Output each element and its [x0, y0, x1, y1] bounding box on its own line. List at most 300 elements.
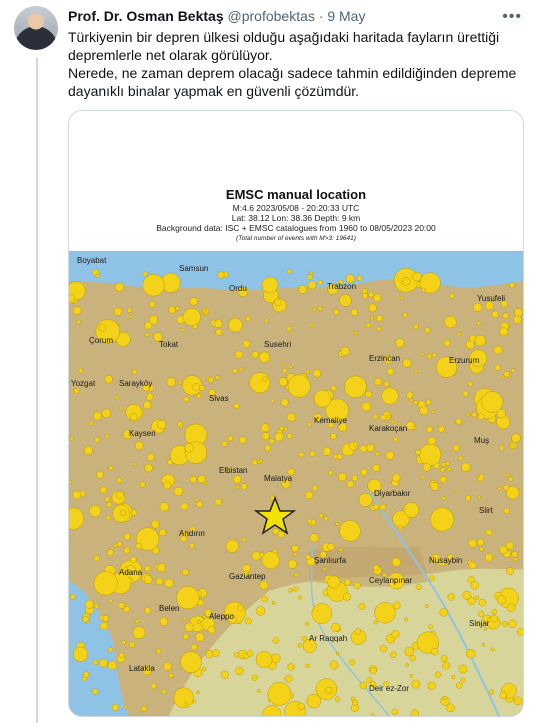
- earthquake-dot: [310, 323, 314, 327]
- earthquake-dot: [368, 304, 376, 312]
- earthquake-dot: [333, 454, 338, 459]
- earthquake-dot: [146, 393, 153, 400]
- earthquake-dot: [117, 541, 122, 546]
- earthquake-dot: [469, 562, 476, 569]
- earthquake-dot: [318, 280, 323, 285]
- earthquake-dot: [243, 340, 250, 347]
- earthquake-dot: [373, 414, 378, 419]
- earthquake-dot: [263, 377, 268, 382]
- earthquake-dot: [428, 682, 436, 690]
- earthquake-dot: [192, 700, 195, 703]
- earthquake-dot: [373, 504, 379, 510]
- tweet-header: [68, 8, 365, 24]
- earthquake-dot: [252, 460, 257, 465]
- earthquake-dot: [77, 320, 81, 324]
- earthquake-dot: [145, 464, 153, 472]
- earthquake-dot: [477, 322, 481, 326]
- earthquake-dot: [197, 394, 201, 398]
- earthquake-dot: [323, 567, 326, 570]
- earthquake-dot: [353, 442, 357, 446]
- earthquake-dot: [478, 611, 483, 616]
- earthquake-dot: [324, 516, 328, 520]
- earthquake-dot: [127, 308, 132, 313]
- earthquake-dot: [178, 381, 182, 385]
- earthquake-dot: [283, 369, 287, 373]
- earthquake-dot: [410, 398, 413, 401]
- earthquake-dot: [441, 655, 447, 661]
- earthquake-dot: [262, 432, 269, 439]
- city-label: Trabzon: [327, 282, 357, 291]
- earthquake-dot: [106, 516, 110, 520]
- earthquake-dot: [279, 426, 283, 430]
- earthquake-dot: [250, 373, 270, 393]
- earthquake-dot: [156, 649, 161, 654]
- earthquake-dot: [99, 325, 106, 332]
- earthquake-dot: [190, 476, 196, 482]
- earthquake-dot: [510, 443, 514, 447]
- city-label: Belen: [159, 604, 180, 613]
- earthquake-dot: [203, 310, 207, 314]
- earthquake-dot: [133, 627, 145, 639]
- earthquake-dot: [97, 471, 104, 478]
- earthquake-dot: [461, 463, 470, 472]
- earthquake-dot: [503, 313, 509, 319]
- earthquake-dot: [431, 410, 434, 413]
- earthquake-dot: [387, 368, 394, 375]
- earthquake-dot: [428, 437, 436, 445]
- earthquake-dot: [369, 292, 374, 297]
- earthquake-dot: [234, 653, 239, 658]
- earthquake-dot: [404, 502, 419, 517]
- earthquake-dot: [298, 596, 301, 599]
- earthquake-dot: [398, 526, 402, 530]
- earthquake-dot: [107, 550, 113, 556]
- earthquake-dot: [87, 621, 90, 624]
- earthquake-dot: [361, 469, 368, 476]
- earthquake-dot: [392, 709, 398, 715]
- earthquake-dot: [310, 534, 319, 543]
- earthquake-dot: [252, 552, 261, 561]
- earthquake-dot: [182, 329, 185, 332]
- earthquake-dot: [140, 482, 145, 487]
- earthquake-dot: [381, 415, 386, 420]
- earthquake-dot: [456, 419, 462, 425]
- earthquake-dot: [448, 467, 452, 471]
- earthquake-dot: [330, 433, 336, 439]
- earthquake-dot: [367, 677, 372, 682]
- city-label: Malatya: [264, 474, 293, 483]
- earthquake-dot: [191, 644, 197, 650]
- earthquake-dot: [118, 602, 124, 608]
- earthquake-dot: [394, 437, 398, 441]
- earthquake-dot: [257, 690, 260, 693]
- earthquake-dot: [312, 604, 332, 624]
- earthquake-dot: [190, 297, 198, 305]
- earthquake-dot: [453, 445, 459, 451]
- earthquake-dot: [288, 664, 295, 671]
- city-label: Yusufeli: [477, 294, 506, 303]
- earthquake-dot: [306, 555, 311, 560]
- earthquake-dot: [450, 294, 455, 299]
- earthquake-dot: [167, 378, 176, 387]
- city-label: Karakoçan: [369, 424, 408, 433]
- map-header: [69, 111, 523, 251]
- earthquake-dot: [509, 477, 513, 481]
- earthquake-dot: [239, 437, 246, 444]
- earthquake-dot: [334, 309, 339, 314]
- earthquake-dot: [421, 352, 424, 355]
- earthquake-dot: [198, 475, 206, 483]
- earthquake-dot: [492, 609, 497, 614]
- earthquake-dot: [183, 617, 186, 620]
- earthquake-dot: [261, 424, 269, 432]
- earthquake-dot: [459, 665, 467, 673]
- earthquake-dot: [362, 402, 371, 411]
- tweet-media-image[interactable]: [68, 110, 524, 717]
- city-label: Sivas: [209, 394, 229, 403]
- earthquake-dot: [236, 485, 239, 488]
- earthquake-dot: [416, 585, 421, 590]
- earthquake-dot: [367, 444, 375, 452]
- earthquake-dot: [84, 446, 93, 455]
- earthquake-dot: [331, 386, 336, 391]
- earthquake-dot: [351, 309, 358, 316]
- earthquake-dot: [341, 347, 350, 356]
- earthquake-dot: [444, 340, 450, 346]
- earthquake-dot: [136, 543, 142, 549]
- earthquake-dot: [275, 299, 282, 306]
- earthquake-dot: [411, 710, 419, 716]
- earthquake-dot: [259, 459, 262, 462]
- city-label: Erzincan: [369, 354, 401, 363]
- earthquake-dot: [124, 533, 131, 540]
- earthquake-dot: [195, 633, 204, 642]
- earthquake-dot: [79, 368, 84, 373]
- earthquake-dot: [247, 650, 253, 656]
- earthquake-dot: [344, 579, 350, 585]
- earthquake-dot: [135, 442, 143, 450]
- earthquake-dot: [90, 505, 101, 516]
- earthquake-dot: [289, 588, 293, 592]
- earthquake-dot: [423, 464, 431, 472]
- earthquake-dot: [328, 543, 335, 550]
- earthquake-dot: [427, 426, 433, 432]
- earthquake-dot: [269, 439, 274, 444]
- earthquake-dot: [354, 582, 360, 588]
- earthquake-dot: [362, 289, 367, 294]
- city-label: Andırın: [179, 529, 205, 538]
- earthquake-dot: [500, 546, 508, 554]
- city-label: Yozgat: [71, 379, 96, 388]
- earthquake-dot: [359, 493, 372, 506]
- earthquake-dot: [323, 447, 331, 455]
- earthquake-dot: [466, 496, 471, 501]
- earthquake-dot: [92, 689, 98, 695]
- earthquake-dot: [511, 434, 520, 443]
- earthquake-dot: [371, 714, 375, 716]
- earthquake-dot: [339, 295, 351, 307]
- earthquake-dot: [285, 675, 292, 682]
- earthquake-dot: [284, 427, 288, 431]
- earthquake-dot: [103, 615, 109, 621]
- earthquake-dot: [375, 603, 396, 624]
- earthquake-dot: [489, 690, 494, 695]
- earthquake-dot: [245, 618, 251, 624]
- earthquake-dot: [228, 318, 242, 332]
- earthquake-dot: [112, 704, 119, 711]
- earthquake-dot: [513, 558, 517, 562]
- earthquake-dot: [435, 672, 441, 678]
- earthquake-dot: [69, 480, 72, 483]
- earthquake-dot: [279, 377, 288, 386]
- earthquake-dot: [130, 414, 137, 421]
- earthquake-dot: [360, 445, 367, 452]
- earthquake-dot: [73, 306, 81, 314]
- earthquake-dot: [305, 492, 312, 499]
- earthquake-dot: [463, 391, 469, 397]
- earthquake-dot: [216, 329, 223, 336]
- earthquake-dot: [406, 392, 413, 399]
- earthquake-dot: [455, 490, 458, 493]
- earthquake-dot: [185, 443, 194, 452]
- earthquake-dot: [252, 351, 259, 358]
- earthquake-dot: [314, 390, 331, 407]
- earthquake-dot: [147, 454, 154, 461]
- earthquake-dot: [288, 375, 310, 397]
- earthquake-dot: [432, 648, 439, 655]
- earthquake-dot: [506, 542, 513, 549]
- tweet-date[interactable]: 9 May: [327, 8, 366, 24]
- earthquake-dot: [107, 502, 112, 507]
- earthquake-dot: [410, 655, 416, 661]
- earthquake-dot: [199, 385, 204, 390]
- earthquake-dot: [272, 601, 275, 604]
- earthquake-dot: [215, 499, 222, 506]
- earthquake-dot: [240, 367, 243, 370]
- earthquake-dot: [131, 510, 137, 516]
- earthquake-dot: [120, 510, 126, 516]
- earthquake-dot: [472, 412, 477, 417]
- earthquake-dot: [335, 522, 338, 525]
- earthquake-dot: [195, 498, 198, 501]
- earthquake-dot: [498, 487, 502, 491]
- earthquake-dot: [208, 626, 215, 633]
- earthquake-dot: [182, 569, 188, 575]
- earthquake-dot: [94, 572, 118, 596]
- earthquake-dot: [440, 476, 447, 483]
- earthquake-dot: [373, 565, 379, 571]
- earthquake-dot: [478, 414, 484, 420]
- earthquake-dot: [506, 486, 519, 499]
- earthquake-dot: [410, 674, 413, 677]
- earthquake-dot: [124, 606, 130, 612]
- city-label: Muş: [474, 436, 490, 445]
- earthquake-dot: [376, 315, 382, 321]
- earthquake-dot: [457, 333, 461, 337]
- earthquake-dot: [461, 678, 466, 683]
- city-label: Şanlıurfa: [314, 556, 347, 565]
- earthquake-dot: [306, 370, 310, 374]
- earthquake-dot: [234, 403, 239, 408]
- earthquake-dot: [306, 664, 310, 668]
- earthquake-dot: [469, 539, 477, 547]
- earthquake-dot: [380, 645, 387, 652]
- earthquake-dot: [174, 487, 183, 496]
- earthquake-dot: [421, 288, 425, 292]
- black-sea: [69, 251, 523, 290]
- earthquake-dot: [262, 552, 279, 569]
- earthquake-dot: [502, 375, 505, 378]
- city-label: Deir ez-Zor: [369, 684, 410, 693]
- earthquake-dot: [477, 539, 484, 546]
- earthquake-dot: [169, 673, 174, 678]
- earthquake-dot: [328, 576, 340, 588]
- earthquake-dot: [429, 576, 434, 581]
- earthquake-dot: [392, 630, 400, 638]
- earthquake-dot: [252, 675, 258, 681]
- earthquake-dot: [241, 484, 247, 490]
- earthquake-dot: [340, 520, 361, 541]
- earthquake-dot: [475, 335, 486, 346]
- city-label: Ar Raqqah: [309, 634, 348, 643]
- earthquake-dot: [494, 346, 502, 354]
- city-label: Erzurum: [449, 356, 480, 365]
- earthquake-dot: [380, 504, 386, 510]
- earthquake-dot: [294, 587, 299, 592]
- earthquake-dot: [218, 272, 225, 279]
- earthquake-dot: [145, 607, 151, 613]
- earthquake-dot: [100, 487, 107, 494]
- earthquake-dot: [390, 652, 396, 658]
- earthquake-dot: [421, 476, 424, 479]
- earthquake-dot: [442, 662, 449, 669]
- earthquake-dot: [89, 422, 93, 426]
- earthquake-dot: [495, 365, 501, 371]
- earthquake-dot: [446, 462, 450, 466]
- earthquake-map: [69, 251, 523, 716]
- earthquake-dot: [108, 661, 117, 670]
- earthquake-dot: [416, 450, 421, 455]
- earthquake-dot: [349, 660, 354, 665]
- earthquake-dot: [221, 671, 229, 679]
- earthquake-dot: [289, 366, 292, 369]
- earthquake-dot: [479, 599, 486, 606]
- earthquake-dot: [313, 369, 321, 377]
- earthquake-dot: [432, 353, 436, 357]
- earthquake-dot: [440, 468, 444, 472]
- more-horizontal-icon[interactable]: •••: [502, 8, 522, 25]
- earthquake-dot: [514, 316, 522, 324]
- earthquake-dot: [121, 640, 125, 644]
- earthquake-dot: [143, 401, 151, 409]
- earthquake-dot: [233, 369, 238, 374]
- earthquake-dot: [93, 412, 101, 420]
- earthquake-dot: [124, 705, 127, 708]
- earthquake-dot: [135, 620, 139, 624]
- earthquake-dot: [339, 548, 343, 552]
- earthquake-dot: [108, 648, 113, 653]
- earthquake-dot: [281, 399, 289, 407]
- earthquake-dot: [373, 464, 380, 471]
- author-name[interactable]: Prof. Dr. Osman Bektaş: [68, 8, 224, 24]
- city-label: Kayseri: [129, 429, 156, 438]
- earthquake-dot: [246, 316, 251, 321]
- tweet-paragraph-1: Türkiyenin bir depren ülkesi olduğu aşağıdaki haritada fayların ürettiği depremlerle net olarak görülüyor.: [68, 29, 500, 63]
- earthquake-dot: [95, 604, 99, 608]
- city-label: Nusaybin: [429, 556, 463, 565]
- earthquake-dot: [396, 339, 405, 348]
- earthquake-dot: [124, 547, 130, 553]
- earthquake-dot: [328, 471, 333, 476]
- earthquake-dot: [428, 625, 432, 629]
- earthquake-dot: [94, 556, 100, 562]
- earthquake-dot: [176, 307, 180, 311]
- earthquake-dot: [226, 540, 239, 553]
- earthquake-dot: [160, 618, 168, 626]
- earthquake-dot: [509, 620, 517, 628]
- earthquake-dot: [451, 675, 455, 679]
- earthquake-dot: [265, 445, 271, 451]
- earthquake-dot: [401, 281, 404, 284]
- earthquake-dot: [491, 648, 495, 652]
- earthquake-dot: [363, 293, 368, 298]
- earthquake-dot: [196, 691, 199, 694]
- earthquake-dot: [497, 409, 506, 418]
- earthquake-dot: [354, 332, 357, 335]
- earthquake-dot: [468, 382, 472, 386]
- earthquake-dot: [287, 326, 292, 331]
- earthquake-dot: [102, 409, 111, 418]
- earthquake-dot: [242, 538, 246, 542]
- map-magnitude-line: M:4.6 2023/05/08 - 20:20:33 UTC: [232, 203, 360, 213]
- earthquake-dot: [448, 594, 455, 601]
- city-label: Boyabat: [77, 256, 107, 265]
- earthquake-dot: [463, 591, 471, 599]
- earthquake-dot: [365, 391, 372, 398]
- earthquake-dot: [403, 359, 412, 368]
- earthquake-dot: [431, 483, 439, 491]
- author-handle[interactable]: @profobektas: [227, 8, 315, 24]
- earthquake-dot: [85, 600, 94, 609]
- earthquake-dot: [445, 316, 457, 328]
- earthquake-dot: [163, 662, 171, 670]
- earthquake-dot: [430, 508, 453, 531]
- earthquake-dot: [466, 649, 475, 658]
- earthquake-dot: [330, 661, 338, 669]
- earthquake-dot: [405, 618, 408, 621]
- earthquake-dot: [144, 575, 152, 583]
- earthquake-dot: [497, 595, 506, 604]
- earthquake-dot: [336, 652, 339, 655]
- earthquake-dot: [405, 663, 408, 666]
- avatar[interactable]: [14, 6, 58, 50]
- earthquake-dot: [162, 690, 166, 694]
- earthquake-dot: [165, 579, 174, 588]
- earthquake-dot: [374, 620, 378, 624]
- city-label: Çorum: [89, 336, 114, 345]
- earthquake-dot: [203, 615, 206, 618]
- city-label: Diyarbakır: [374, 489, 411, 498]
- thread-line: [36, 58, 38, 723]
- earthquake-dot: [275, 432, 284, 441]
- city-label: Gaziantep: [229, 572, 266, 581]
- earthquake-dot: [151, 520, 159, 528]
- earthquake-dot: [387, 415, 391, 419]
- tweet-text: [68, 28, 518, 100]
- tweet-paragraph-2: Nerede, ne zaman deprem olacağı sadece tahmin edildiğinden depreme dayanıklı binalar yapmak en güvenli çözümdür.: [68, 65, 517, 99]
- earthquake-dot: [307, 422, 311, 426]
- earthquake-dot: [338, 473, 346, 481]
